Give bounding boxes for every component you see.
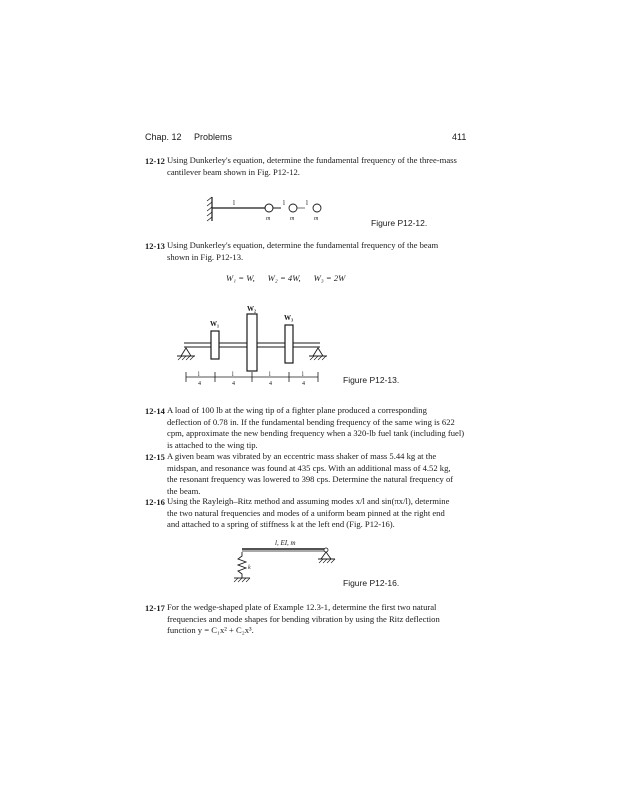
- problem-text: [167, 155, 467, 178]
- weight-label: W₁: [210, 320, 220, 328]
- problem-text: [167, 496, 472, 531]
- dim-label: 4: [302, 381, 305, 387]
- figure-caption: Figure P12-13.: [343, 375, 400, 385]
- text-line: and attached to a spring of stiffness k at the left end (Fig. P12-16).: [167, 519, 395, 530]
- beam-label: l, EI, m: [275, 539, 296, 547]
- text-line: shown in Fig. P12-13.: [167, 251, 244, 262]
- text-line: the beam.: [167, 485, 201, 496]
- figure-caption: Figure P12-12.: [371, 218, 428, 228]
- problem-text: [167, 602, 472, 637]
- problem-text: [167, 405, 472, 451]
- text-line: midspan, and resonance was found at 435 cps. With an additional mass of 4.52 kg,: [167, 462, 451, 473]
- mass-label: m: [314, 216, 319, 222]
- section-title: Problems: [194, 132, 233, 142]
- dim-label: l: [306, 199, 308, 207]
- text-line: is attached to the wing tip.: [167, 439, 258, 450]
- chapter-label: Chap. 12: [145, 132, 182, 142]
- dim-label: l: [283, 199, 285, 207]
- figure-p12-12: [205, 195, 365, 225]
- text-line: the two natural frequencies and modes of a uniform beam pinned at the right end: [167, 507, 445, 518]
- dim-label: 4: [269, 381, 272, 387]
- problem-number: 12-16: [145, 497, 165, 507]
- dim-label: l: [269, 372, 271, 378]
- figure-caption: Figure P12-16.: [343, 578, 400, 588]
- figure-p12-16: [228, 536, 348, 594]
- text-line: For the wedge-shaped plate of Example 12.3-1, determine the first two natural: [167, 602, 437, 612]
- page-number: 411: [452, 132, 467, 142]
- text-line: cpm, approximate the new bending frequency when a 320-lb fuel tank (including fuel): [167, 428, 465, 439]
- problem-number: 12-17: [145, 603, 165, 613]
- text-line: the resonant frequency was lowered to 398 cps. Determine the natural frequency of: [167, 474, 454, 485]
- mass-label: m: [290, 216, 295, 222]
- problem-number: 12-13: [145, 241, 165, 251]
- problem-number: 12-14: [145, 406, 165, 416]
- weight-label: W₂: [247, 305, 257, 313]
- dim-label: l: [302, 372, 304, 378]
- figure-p12-13: [172, 298, 332, 390]
- text-line: function y = C₁x² + C₂x³.: [167, 625, 254, 636]
- dim-label: l: [233, 199, 235, 207]
- problem-number: 12-12: [145, 156, 165, 166]
- dim-label: l: [232, 372, 234, 378]
- text-line: A load of 100 lb at the wing tip of a fighter plane produced a corresponding: [167, 405, 427, 415]
- spring-label: k: [248, 565, 251, 571]
- problem-number: 12-15: [145, 452, 165, 462]
- mass-w3: [285, 325, 293, 363]
- problem-text: [167, 451, 472, 497]
- text-line: cantilever beam shown in Fig. P12-12.: [167, 166, 300, 177]
- dim-label: 4: [198, 381, 201, 387]
- text-line: frequencies and mode shapes for bending vibration by using the Ritz deflection: [167, 613, 440, 624]
- dim-label: l: [198, 372, 200, 378]
- text-line: deflection of 0.78 in. If the fundamental bending frequency of the same wing is 622: [167, 416, 455, 427]
- mass-w1: [211, 331, 219, 359]
- problem-text: [167, 240, 467, 263]
- text-line: Using Dunkerley's equation, determine the fundamental frequency of the beam: [167, 240, 439, 250]
- weight-equation: W₁ = W, W₂ = 4W, W₃ = 2W: [226, 273, 346, 283]
- text-line: Using the Rayleigh–Ritz method and assuming modes x/l and sin(πx/l), determine: [167, 496, 450, 506]
- text-line: Using Dunkerley's equation, determine the fundamental frequency of the three-mass: [167, 155, 457, 165]
- dim-label: 4: [232, 381, 235, 387]
- text-line: A given beam was vibrated by an eccentric mass shaker of mass 5.44 kg at the: [167, 451, 437, 461]
- mass-label: m: [266, 216, 271, 222]
- mass-w2: [247, 314, 257, 371]
- weight-label: W₃: [284, 314, 294, 322]
